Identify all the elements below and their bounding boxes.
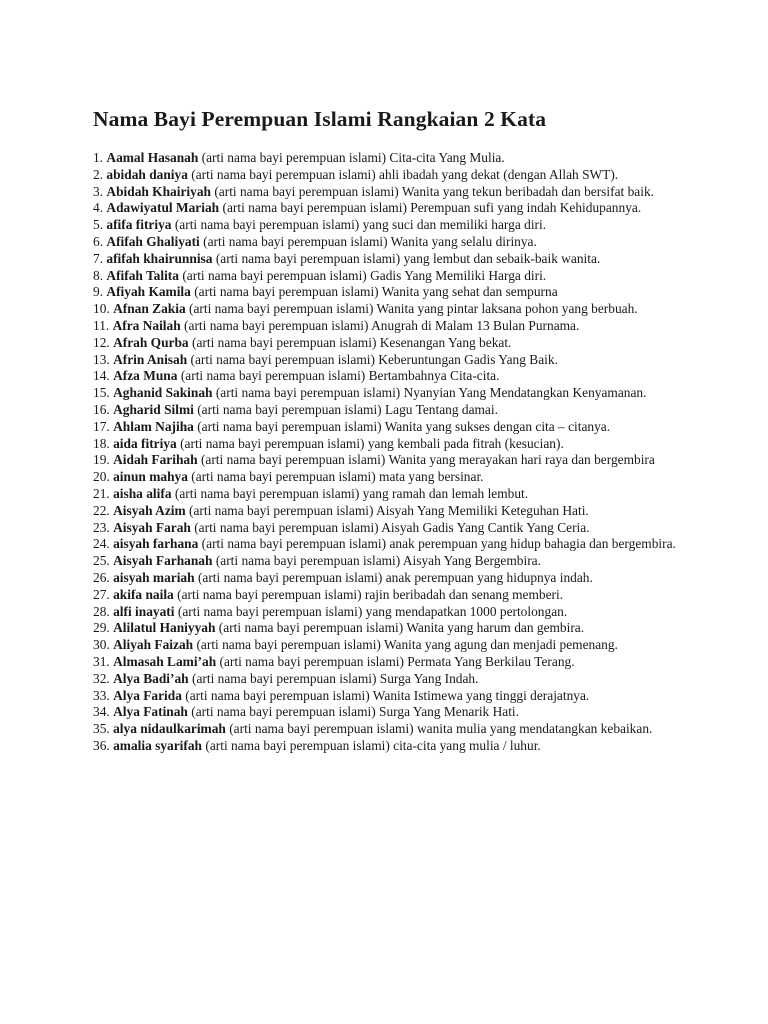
item-name: Aamal Hasanah (106, 150, 199, 165)
list-item (93, 368, 683, 385)
item-number: 11. (93, 317, 110, 333)
item-number: 13. (93, 351, 110, 367)
item-name: Aisyah Farhanah (113, 553, 213, 569)
item-meaning: (arti nama bayi perempuan islami) yang mendapatkan 1000 pertolongan. (177, 603, 568, 619)
list-item (93, 503, 683, 520)
item-number: 35. (93, 721, 110, 737)
name-list (93, 150, 683, 755)
list-item (93, 654, 683, 671)
item-number: 4. (93, 200, 104, 216)
item-meaning: (arti nama bayi perempuan islami) Wanita yang agung dan menjadi pemenang. (196, 637, 618, 653)
list-item (93, 721, 683, 738)
list-item (93, 469, 683, 486)
item-name: Alya Farida (113, 687, 182, 703)
item-name: Afiyah Kamila (106, 284, 191, 300)
list-item (93, 604, 683, 621)
item-meaning: (arti nama bayi perempuan islami) anak perempuan yang hidup bahagia dan bergembira. (201, 536, 676, 552)
list-item (93, 587, 683, 604)
list-item (93, 570, 683, 587)
item-number: 32. (93, 670, 110, 686)
item-name: aisyah mariah (113, 569, 195, 585)
item-meaning: (arti nama bayi perempuan islami) Wanita yang selalu dirinya. (203, 233, 537, 249)
list-item (93, 200, 683, 217)
item-number: 7. (93, 250, 104, 266)
item-number: 6. (93, 233, 104, 249)
list-item (93, 150, 683, 167)
item-meaning: (arti nama bayi perempuan islami) Aisyah Yang Bergembira. (215, 553, 541, 569)
item-name: Agharid Silmi (113, 401, 194, 417)
item-name: Afifah Ghaliyati (106, 233, 200, 249)
item-name: Ahlam Najiha (113, 418, 194, 434)
item-number: 18. (93, 435, 110, 451)
item-name: Afza Muna (113, 368, 178, 384)
list-item (93, 167, 683, 184)
item-meaning: (arti nama bayi perempuan islami) yang lembut dan sebaik-baik wanita. (215, 250, 601, 266)
list-item (93, 436, 683, 453)
list-item (93, 620, 683, 637)
item-meaning: (arti nama bayi perempuan islami) Wanita yang harum dan gembira. (218, 620, 585, 636)
list-item (93, 419, 683, 436)
item-name: Afrah Qurba (113, 334, 189, 350)
item-meaning: (arti nama bayi perempuan islami) Bertambahnya Cita-cita. (180, 368, 500, 384)
item-name: Aghanid Sakinah (113, 385, 213, 401)
item-number: 2. (93, 166, 104, 182)
item-meaning: (arti nama bayi perempuan islami) Lagu Tentang damai. (197, 401, 498, 417)
item-number: 26. (93, 569, 110, 585)
item-number: 27. (93, 586, 110, 602)
item-meaning: (arti nama bayi perempuan islami) Perempuan sufi yang indah Kehidupannya. (222, 200, 642, 216)
item-name: afifah khairunnisa (106, 250, 213, 266)
list-item (93, 402, 683, 419)
item-name: Alilatul Haniyyah (113, 620, 216, 636)
item-name: Aisyah Azim (113, 502, 186, 518)
list-item (93, 284, 683, 301)
item-meaning: (arti nama bayi perempuan islami) Wanita yang sukses dengan cita – citanya. (197, 418, 611, 434)
list-item (93, 184, 683, 201)
item-number: 15. (93, 385, 110, 401)
list-item (93, 335, 683, 352)
item-number: 31. (93, 653, 110, 669)
item-name: aisyah farhana (113, 536, 199, 552)
item-number: 30. (93, 637, 110, 653)
item-meaning: (arti nama bayi perempuan islami) Wanita yang sehat dan sempurna (194, 284, 558, 300)
item-number: 33. (93, 687, 110, 703)
item-number: 10. (93, 301, 110, 317)
item-name: Aidah Farihah (113, 452, 198, 468)
item-meaning: (arti nama bayi perempuan islami) Aisyah Yang Memiliki Keteguhan Hati. (189, 502, 589, 518)
item-number: 1. (93, 150, 104, 165)
item-meaning: (arti nama bayi perempuan islami) wanita mulia yang mendatangkan kebaikan. (229, 721, 653, 737)
document-title: Nama Bayi Perempuan Islami Rangkaian 2 Kata (93, 107, 547, 131)
item-name: Almasah Lami’ah (113, 653, 217, 669)
list-item (93, 217, 683, 234)
item-meaning: (arti nama bayi perempuan islami) Anugrah di Malam 13 Bulan Purnama. (184, 317, 580, 333)
item-number: 17. (93, 418, 110, 434)
list-item (93, 301, 683, 318)
item-number: 20. (93, 469, 110, 485)
item-meaning: (arti nama bayi perempuan islami) mata yang bersinar. (191, 469, 484, 485)
list-item (93, 486, 683, 503)
list-item (93, 452, 683, 469)
document-page (93, 105, 683, 755)
list-item (93, 251, 683, 268)
item-meaning: (arti nama bayi perempuan islami) rajin beribadah dan senang memberi. (177, 586, 564, 602)
list-item (93, 268, 683, 285)
item-meaning: (arti nama bayi perempuan islami) Keberuntungan Gadis Yang Baik. (190, 351, 558, 367)
item-number: 8. (93, 267, 104, 283)
item-meaning: (arti nama bayi perempuan islami) Nyanyian Yang Mendatangkan Kenyamanan. (215, 385, 647, 401)
list-item (93, 688, 683, 705)
item-meaning: (arti nama bayi perempuan islami) yang kembali pada fitrah (kesucian). (180, 435, 564, 451)
item-number: 28. (93, 603, 110, 619)
item-name: amalia syarifah (113, 737, 203, 753)
item-number: 16. (93, 401, 110, 417)
item-name: ainun mahya (113, 469, 188, 485)
item-meaning: (arti nama bayi perempuan islami) cita-cita yang mulia / luhur. (205, 737, 541, 753)
list-item (93, 671, 683, 688)
item-number: 9. (93, 284, 104, 300)
item-number: 5. (93, 217, 104, 233)
list-item (93, 637, 683, 654)
list-item (93, 704, 683, 721)
item-meaning: (arti nama bayi perempuan islami) Gadis Yang Memiliki Harga diri. (182, 267, 547, 283)
item-name: Aliyah Faizah (113, 637, 194, 653)
list-item (93, 234, 683, 251)
item-number: 34. (93, 704, 110, 720)
item-meaning: (arti nama bayi perempuan islami) Kesenangan Yang bekat. (191, 334, 512, 350)
item-name: aisha alifa (113, 485, 172, 501)
item-meaning: (arti nama bayi perempuan islami) ahli ibadah yang dekat (dengan Allah SWT). (191, 166, 619, 182)
item-meaning: (arti nama bayi perempuan islami) Wanita yang merayakan hari raya dan bergembira (200, 452, 655, 468)
item-name: alya nidaulkarimah (113, 721, 226, 737)
item-meaning: (arti nama bayi perempuan islami) anak perempuan yang hidupnya indah. (197, 569, 593, 585)
item-name: Afifah Talita (106, 267, 179, 283)
item-name: abidah daniya (106, 166, 188, 182)
item-number: 22. (93, 502, 110, 518)
item-meaning: (arti nama bayi perempuan islami) Surga Yang Menarik Hati. (191, 704, 519, 720)
item-meaning: (arti nama bayi perempuan islami) yang suci dan memiliki harga diri. (174, 217, 547, 233)
item-number: 3. (93, 183, 104, 199)
list-item (93, 738, 683, 755)
item-name: Afra Nailah (112, 317, 181, 333)
list-item (93, 318, 683, 335)
item-name: Adawiyatul Mariah (106, 200, 220, 216)
item-name: Alya Badi’ah (113, 670, 189, 686)
item-name: Aisyah Farah (113, 519, 191, 535)
item-name: alfi inayati (113, 603, 175, 619)
item-meaning: (arti nama bayi perempuan islami) Surga Yang Indah. (192, 670, 479, 686)
item-number: 14. (93, 368, 110, 384)
item-number: 19. (93, 452, 110, 468)
item-number: 12. (93, 334, 110, 350)
list-item (93, 553, 683, 570)
list-item (93, 520, 683, 537)
item-meaning: (arti nama bayi perempuan islami) Cita-cita Yang Mulia. (201, 150, 505, 165)
item-name: Abidah Khairiyah (106, 183, 211, 199)
item-meaning: (arti nama bayi perempuan islami) yang ramah dan lemah lembut. (174, 485, 529, 501)
item-name: Afnan Zakia (113, 301, 186, 317)
item-name: aida fitriya (113, 435, 177, 451)
item-number: 21. (93, 485, 110, 501)
item-name: Alya Fatinah (113, 704, 188, 720)
list-item (93, 352, 683, 369)
item-number: 23. (93, 519, 110, 535)
list-item (93, 385, 683, 402)
item-meaning: (arti nama bayi perempuan islami) Aisyah Gadis Yang Cantik Yang Ceria. (194, 519, 590, 535)
item-number: 36. (93, 737, 110, 753)
item-meaning: (arti nama bayi perempuan islami) Wanita yang pintar laksana pohon yang berbuah. (189, 301, 638, 317)
list-item (93, 536, 683, 553)
item-name: afifa fitriya (106, 217, 172, 233)
item-name: akifa naila (113, 586, 174, 602)
item-meaning: (arti nama bayi perempuan islami) Wanita Istimewa yang tinggi derajatnya. (185, 687, 590, 703)
item-meaning: (arti nama bayi perempuan islami) Permata Yang Berkilau Terang. (219, 653, 575, 669)
item-meaning: (arti nama bayi perempuan islami) Wanita yang tekun beribadah dan bersifat baik. (214, 183, 654, 199)
item-number: 24. (93, 536, 110, 552)
item-number: 29. (93, 620, 110, 636)
item-number: 25. (93, 553, 110, 569)
item-name: Afrin Anisah (113, 351, 188, 367)
